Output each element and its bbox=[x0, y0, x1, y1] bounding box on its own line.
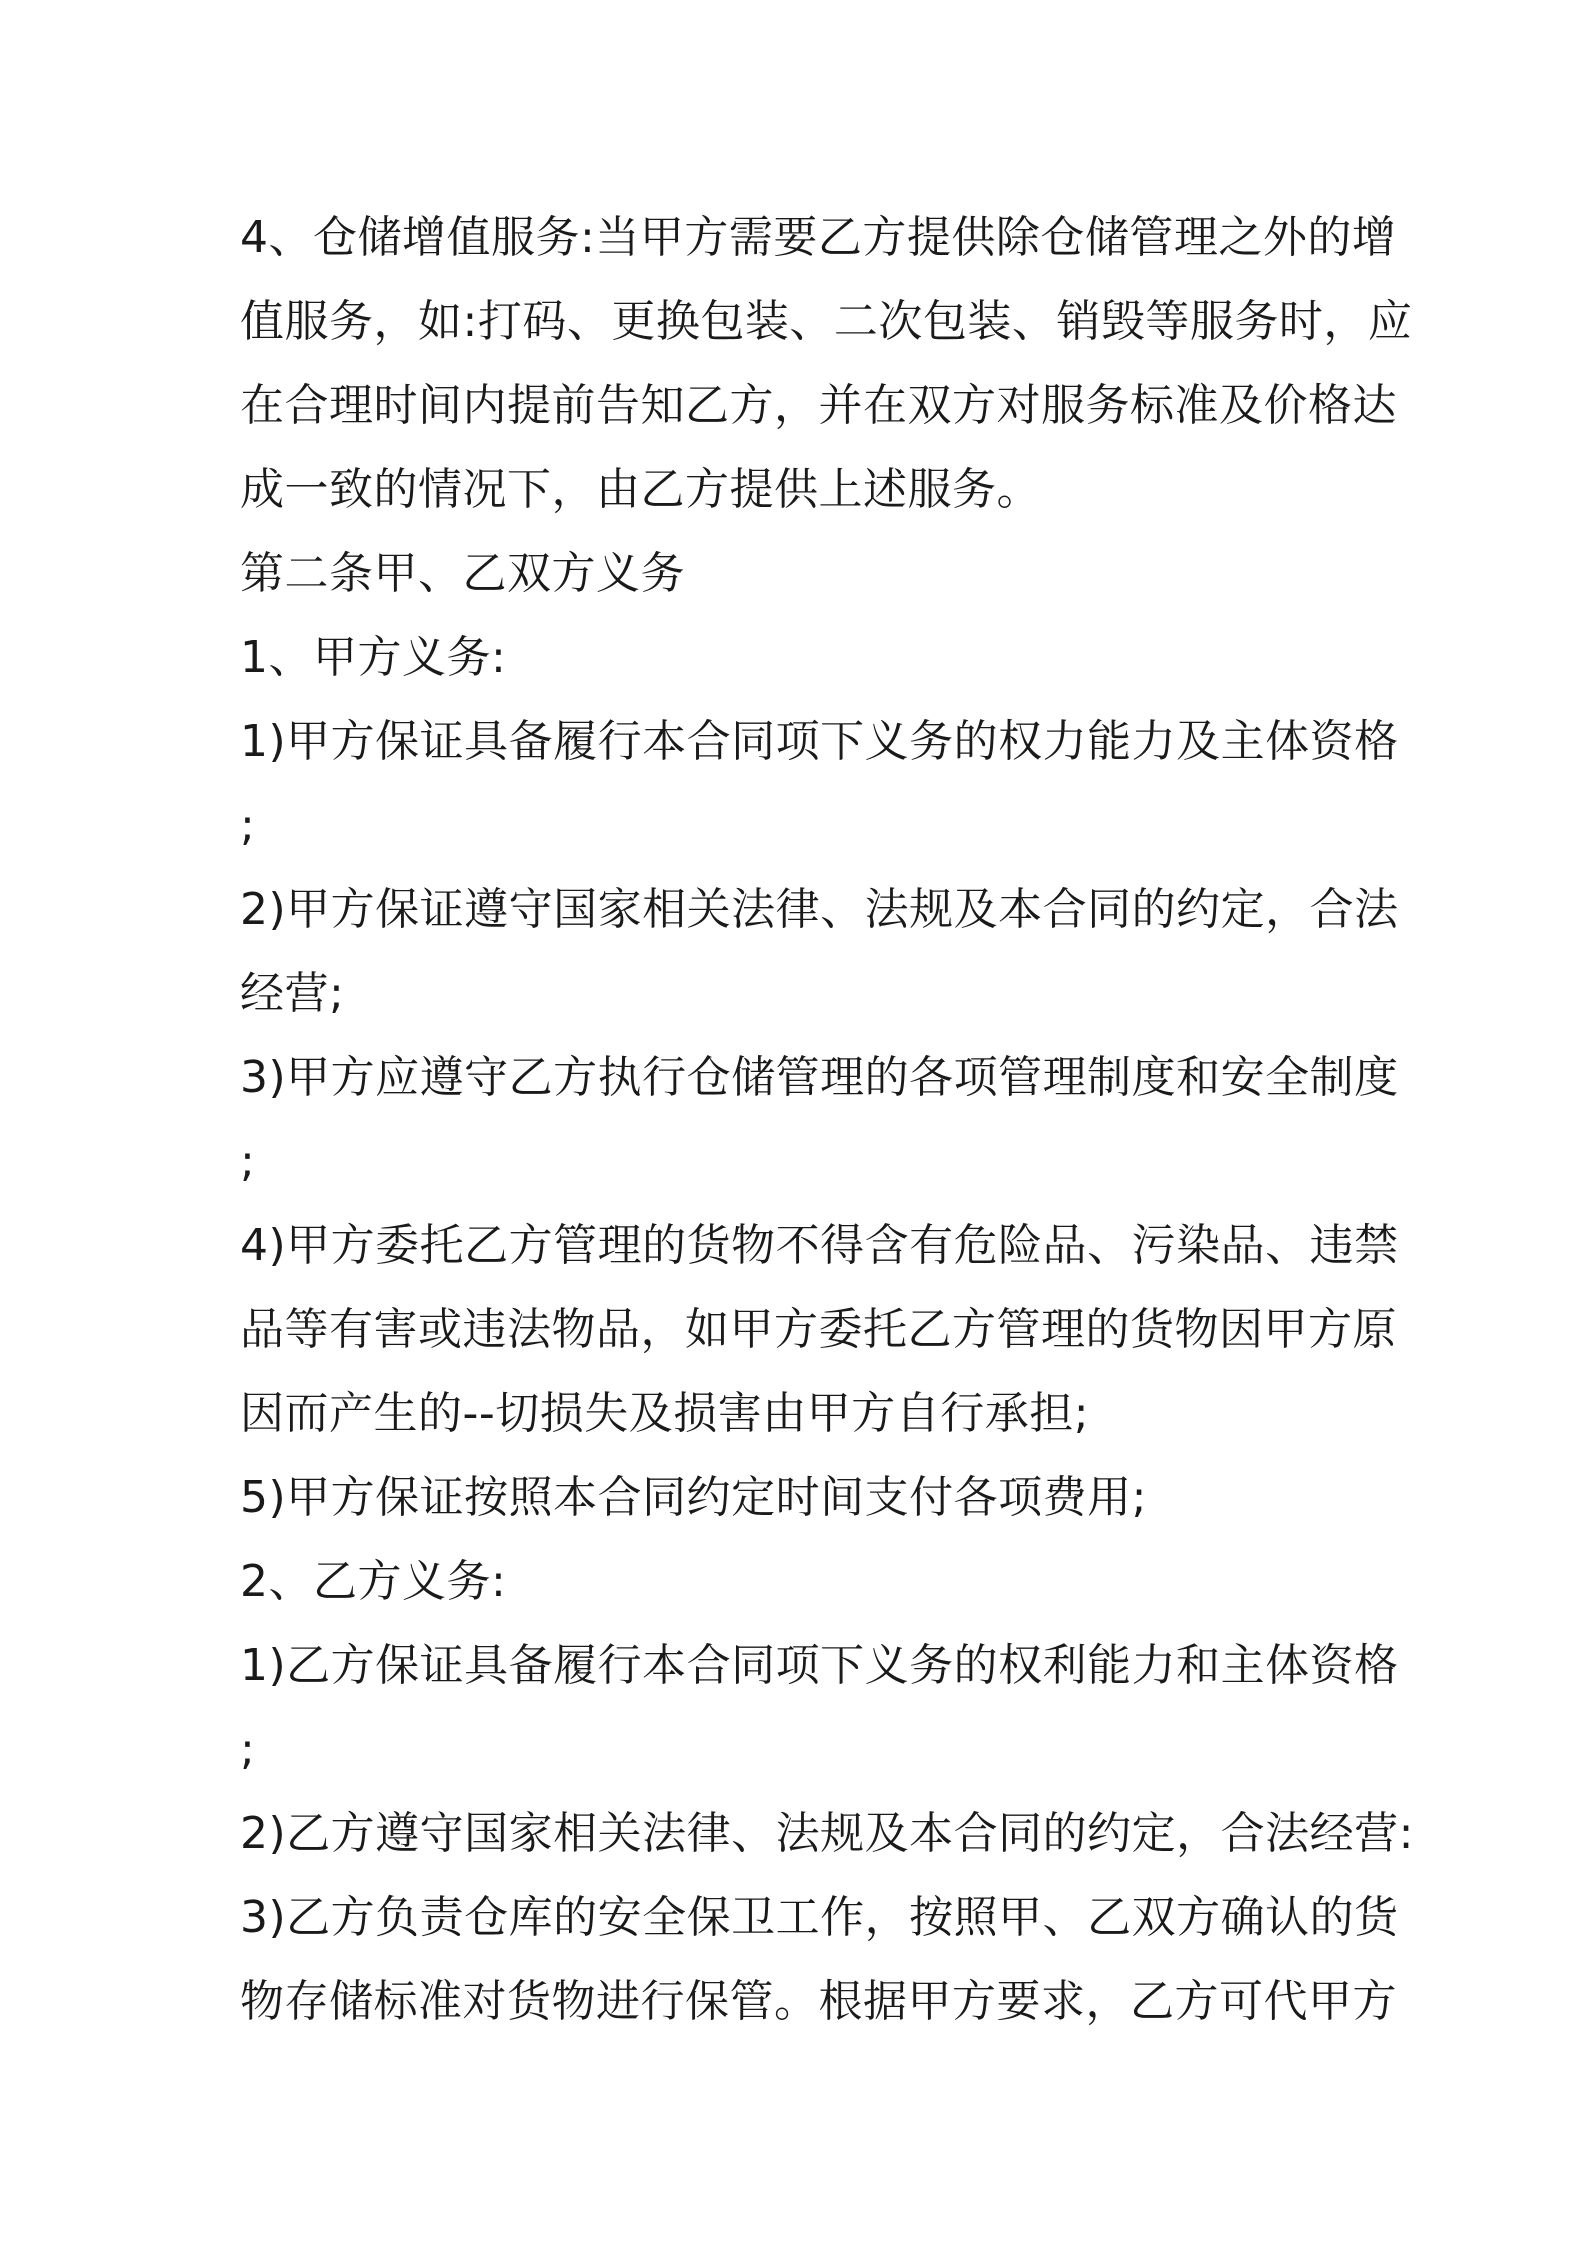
list-item: 1)甲方保证具备履行本合同项下义务的权力能力及主体资格 bbox=[240, 716, 1399, 767]
subsection-heading: 2、乙方义务: bbox=[240, 1556, 507, 1607]
paragraph-line: 在合理时间内提前告知乙方，并在双方对服务标准及价格达 bbox=[240, 380, 1397, 431]
list-item: 3)甲方应遵守乙方执行仓储管理的各项管理制度和安全制度 bbox=[240, 1052, 1399, 1103]
list-item: 2)甲方保证遵守国家相关法律、法规及本合同的约定，合法 bbox=[240, 884, 1399, 935]
list-item: 5)甲方保证按照本合同约定时间支付各项费用; bbox=[240, 1472, 1147, 1523]
list-item: 4)甲方委托乙方管理的货物不得含有危险品、污染品、违禁 bbox=[240, 1220, 1399, 1271]
list-item-continuation: ; bbox=[240, 800, 256, 851]
document-page bbox=[240, 196, 1414, 2044]
paragraph-line: 值服务，如:打码、更换包装、二次包装、销毁等服务时，应 bbox=[240, 296, 1413, 347]
list-item-continuation: ; bbox=[240, 1136, 256, 1187]
list-item-continuation: 经营; bbox=[240, 968, 345, 1019]
list-item-continuation: ; bbox=[240, 1724, 256, 1775]
list-item-continuation: 因而产生的--切损失及损害由甲方自行承担; bbox=[240, 1388, 1090, 1439]
section-heading: 第二条甲、乙双方义务 bbox=[240, 548, 685, 599]
paragraph-line: 4、仓储增值服务:当甲方需要乙方提供除仓储管理之外的增 bbox=[240, 212, 1397, 263]
list-item-continuation: 品等有害或违法物品，如甲方委托乙方管理的货物因甲方原 bbox=[240, 1304, 1397, 1355]
list-item: 2)乙方遵守国家相关法律、法规及本合同的约定，合法经营: bbox=[240, 1808, 1414, 1859]
list-item: 3)乙方负责仓库的安全保卫工作，按照甲、乙双方确认的货 bbox=[240, 1892, 1399, 1943]
subsection-heading: 1、甲方义务: bbox=[240, 632, 507, 683]
list-item-continuation: 物存储标准对货物进行保管。根据甲方要求，乙方可代甲方 bbox=[240, 1976, 1397, 2027]
list-item: 1)乙方保证具备履行本合同项下义务的权利能力和主体资格 bbox=[240, 1640, 1399, 1691]
paragraph-line: 成一致的情况下，由乙方提供上述服务。 bbox=[240, 464, 1041, 515]
